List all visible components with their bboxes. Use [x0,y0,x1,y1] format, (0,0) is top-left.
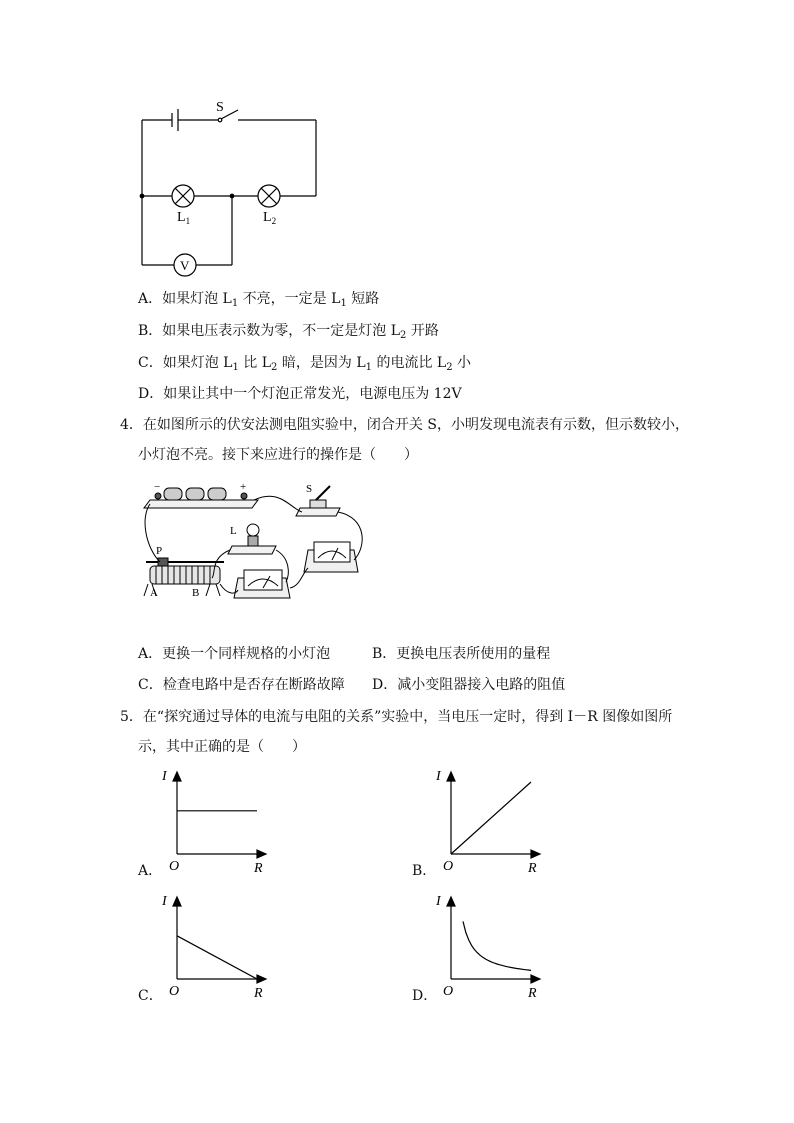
graph-d-x-label: R [528,986,537,1001]
graph-a-option-label: A． [138,863,163,879]
graph-d-y-label: I [436,894,441,909]
graph-c-y-label: I [162,894,167,909]
graph-b-x-label: R [528,861,537,876]
graph-c [160,893,270,1003]
graph-a-origin-label: O [169,859,180,874]
graph-d-curve [463,921,531,970]
q3-option-c: C．如果灯泡 $L_1$ 比 $L_2$ 暗，是因为 $L_1$ 的电流比 $L_2$ 小 [138,355,472,373]
graph-b-origin-label: O [443,859,454,874]
circuit-diagram [130,95,330,280]
lamp2-label: $L_2$ [263,210,277,226]
graph-b-option-label: B． [412,863,437,879]
q5-stem-line2: 示，其中正确的是（ ） [138,739,306,755]
slider-p-label: P [156,545,163,557]
q5-stem-line1: 5．在“探究通过导体的电流与电阻的关系”实验中，当电压一定时，得到 I－R 图像如图所 [120,709,673,725]
graph-c-origin-label: O [169,984,180,999]
battery-minus-label: − [154,481,161,493]
q4-option-a: A．更换一个同样规格的小灯泡 [138,646,331,662]
switch-label: S [216,100,224,115]
graph-c-x-label: R [254,986,263,1001]
q3-option-a: A．如果灯泡 $L_1$ 不亮，一定是 $L_1$ 短路 [138,291,380,309]
graph-c-curve [177,936,257,979]
q4-option-c: C．检查电路中是否存在断路故障 [138,677,345,693]
graph-b-curve [451,782,531,854]
graph-a-x-label: R [254,861,263,876]
graph-b [434,768,544,878]
q4-option-b: B．更换电压表所使用的量程 [372,646,551,662]
lamp-l-label: L [230,525,237,537]
terminal-a-label: A [150,587,158,599]
graph-b-y-label: I [436,769,441,784]
q3-option-d: D．如果让其中一个灯泡正常发光，电源电压为 12V [138,386,462,402]
voltmeter-label: V [180,258,190,273]
q4-option-d: D．减小变阻器接入电路的阻值 [372,677,566,693]
graph-d-option-label: D． [412,988,438,1004]
graph-d-origin-label: O [443,984,454,999]
apparatus-illustration [140,478,375,603]
terminal-b-label: B [192,587,200,599]
battery-plus-label: + [240,481,247,493]
graph-a [160,768,270,878]
q4-stem-line2: 小灯泡不亮。接下来应进行的操作是（ ） [138,447,418,463]
graph-d [434,893,544,1003]
switch-s-label: S [306,483,313,495]
q3-option-b: B．如果电压表示数为零，不一定是灯泡 $L_2$ 开路 [138,323,439,341]
graph-a-y-label: I [162,769,167,784]
q4-stem-line1: 4．在如图所示的伏安法测电阻实验中，闭合开关 S，小明发现电流表有示数，但示数较小， [120,417,689,433]
lamp1-label: $L_1$ [177,210,191,226]
graph-c-option-label: C． [138,988,163,1004]
